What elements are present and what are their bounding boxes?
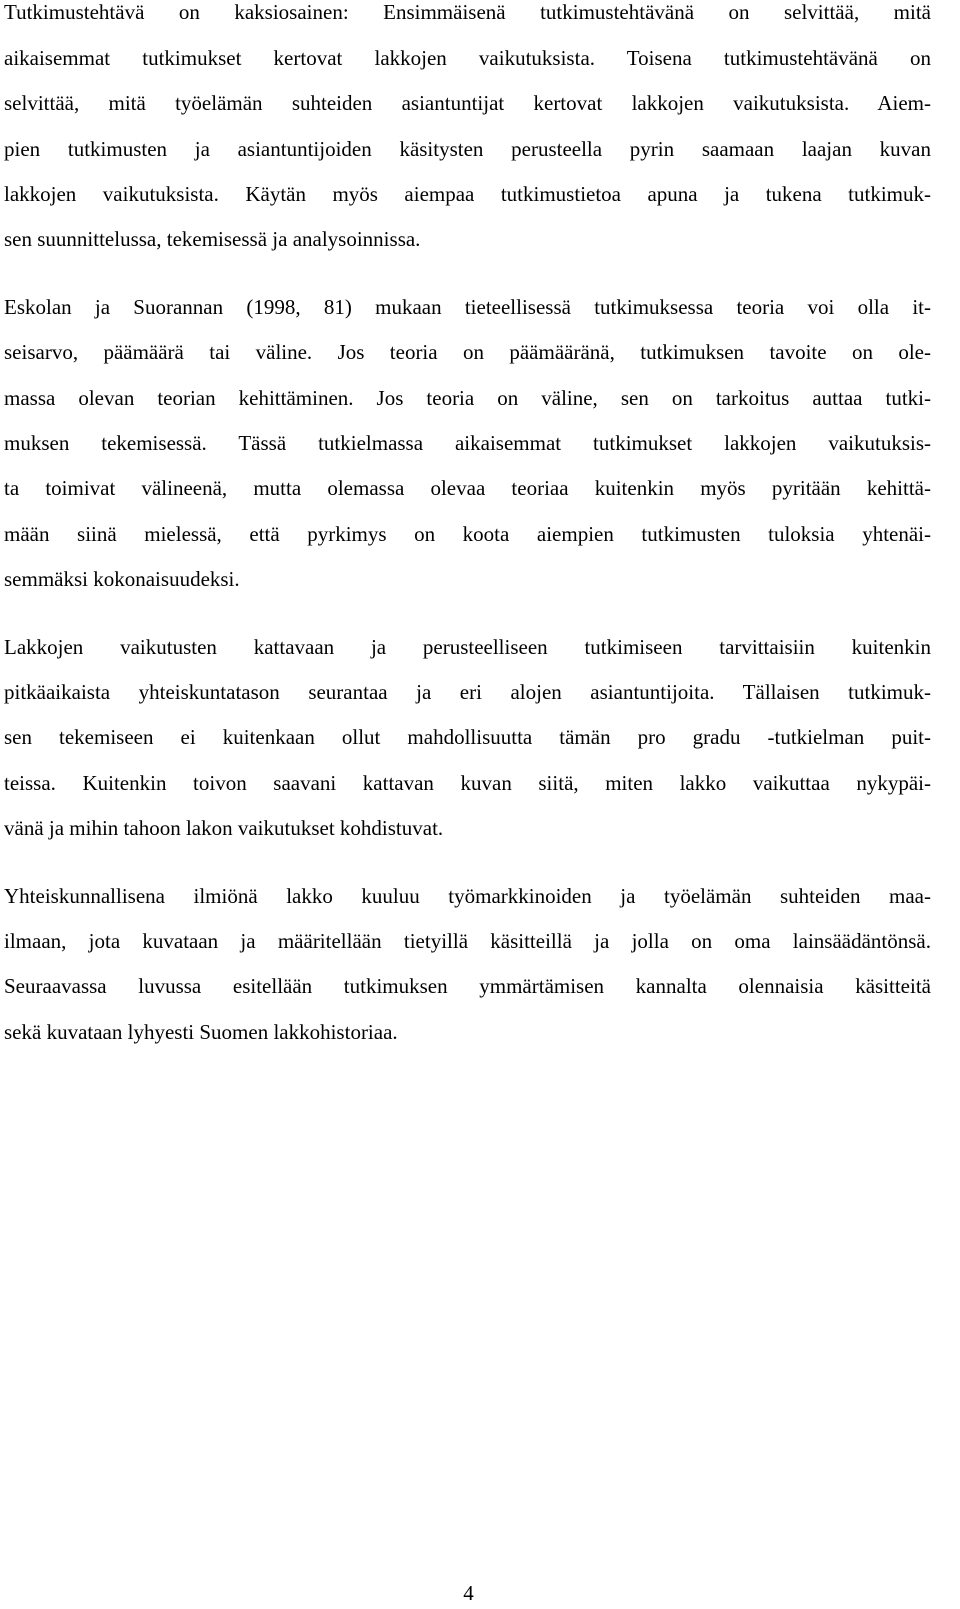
text-line: massa olevan teorian kehittäminen. Jos teoria on väline, sen on tarkoitus auttaa tutki- (4, 386, 931, 410)
text-line: sen suunnittelussa, tekemisessä ja analysoinnissa. (4, 227, 421, 251)
text-line: selvittää, mitä työelämän suhteiden asiantuntijat kertovat lakkojen vaikutuksista. Aiem- (4, 91, 931, 115)
text-line: seisarvo, päämäärä tai väline. Jos teoria on päämääränä, tutkimuksen tavoite on ole- (4, 340, 931, 364)
text-line: ta toimivat välineenä, mutta olemassa olevaa teoriaa kuitenkin myös pyritään kehittä- (4, 476, 931, 500)
text-line: Eskolan ja Suorannan (1998, 81) mukaan tieteellisessä tutkimuksessa teoria voi olla it- (4, 295, 931, 319)
text-line: lakkojen vaikutuksista. Käytän myös aiempaa tutkimustietoa apuna ja tukena tutkimuk- (4, 182, 931, 206)
text-line: vänä ja mihin tahoon lakon vaikutukset kohdistuvat. (4, 816, 444, 840)
text-line: sen tekemiseen ei kuitenkaan ollut mahdollisuutta tämän pro gradu -tutkielman puit- (4, 725, 931, 749)
text-line: sekä kuvataan lyhyesti Suomen lakkohistoriaa. (4, 1020, 398, 1044)
text-line: Yhteiskunnallisena ilmiönä lakko kuuluu työmarkkinoiden ja työelämän suhteiden maa- (4, 884, 931, 908)
text-line: muksen tekemisessä. Tässä tutkielmassa aikaisemmat tutkimukset lakkojen vaikutuksis- (4, 431, 931, 455)
text-line: semmäksi kokonaisuudeksi. (4, 567, 240, 591)
page-number: 4 (463, 1581, 474, 1605)
text-line: Seuraavassa luvussa esitellään tutkimuksen ymmärtämisen kannalta olennaisia käsitteitä (4, 974, 931, 998)
text-line: mään siinä mielessä, että pyrkimys on koota aiempien tutkimusten tuloksia yhtenäi- (4, 522, 931, 546)
text-line: teissa. Kuitenkin toivon saavani kattavan kuvan siitä, miten lakko vaikuttaa nykypäi- (4, 771, 931, 795)
text-line: pien tutkimusten ja asiantuntijoiden käsitysten perusteella pyrin saamaan laajan kuvan (4, 137, 931, 161)
text-line: aikaisemmat tutkimukset kertovat lakkojen vaikutuksista. Toisena tutkimustehtävänä on (4, 46, 931, 70)
text-line: pitkäaikaista yhteiskuntatason seurantaa ja eri alojen asiantuntijoita. Tällaisen tutkimuk- (4, 680, 931, 704)
text-line: ilmaan, jota kuvataan ja määritellään tietyillä käsitteillä ja jolla on oma lainsäädäntönsä. (4, 929, 931, 953)
text-line: Lakkojen vaikutusten kattavaan ja perusteelliseen tutkimiseen tarvittaisiin kuitenkin (4, 635, 931, 659)
text-line: Tutkimustehtävä on kaksiosainen: Ensimmäisenä tutkimustehtävänä on selvittää, mitä (4, 0, 931, 24)
